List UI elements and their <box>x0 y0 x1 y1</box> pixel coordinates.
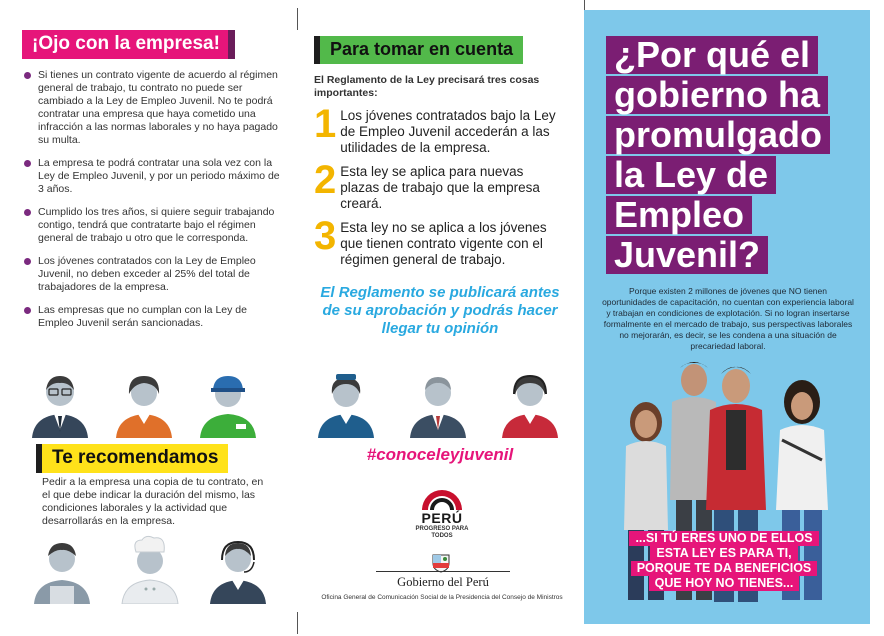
para-tomar-title: Para tomar en cuenta <box>314 36 523 64</box>
cta-line: QUE HOY NO TIENES... <box>649 576 800 591</box>
stewardess-worker-icon <box>312 368 380 438</box>
number-badge: 1 <box>314 102 337 146</box>
cta-line: ESTA LEY ES PARA TI, <box>650 546 797 561</box>
divider <box>376 571 510 572</box>
ojo-title: ¡Ojo con la empresa! <box>22 30 235 59</box>
list-item: Si tienes un contrato vigente de acuerdo al régimen general de trabajo, tu contrato no puede ser cambiado a la Ley de Empleo Juvenil. No te podrá contratar una empresa que haya cometido una infracción a las normas laborales y no haya pagado su multa. <box>22 69 284 147</box>
number-badge: 2 <box>314 158 337 202</box>
recom-heading: Te recomendamos <box>36 444 228 473</box>
para-tomar-intro: El Reglamento de la Ley precisará tres cosas importantes: <box>314 74 540 99</box>
list-item: Las empresas que no cumplan con la Ley de Empleo Juvenil serán sancionadas. <box>22 304 284 330</box>
por-que-paragraph: Porque existen 2 millones de jóvenes que NO tienen oportunidades de capacitación, no cuentan con experiencia laboral y trabajan en condiciones de explotación. Si no logran insertarse formalmente en el mercado de trabajo, sus perspectivas laborales no mejorarán, es decir, se les condena a una situación de precariedad laboral. <box>602 286 854 351</box>
call-center-worker-icon <box>204 534 272 604</box>
workers-row-3 <box>312 368 564 438</box>
manager-worker-icon <box>404 368 472 438</box>
cta-line: ...SI TÚ ERES UNO DE ELLOS <box>629 531 818 546</box>
gov-name: Gobierno del Perú <box>397 575 489 589</box>
question-line: Empleo <box>606 196 752 234</box>
panel-ojo <box>22 30 284 340</box>
recom-text: Pedir a la empresa una copia de tu contrato, en el que debe indicar la duración del mismo, las condiciones laborales y la actividad que desarrollarás en la empresa. <box>42 476 264 527</box>
cta-line: PORQUE TE DA BENEFICIOS <box>631 561 818 576</box>
question-line: ¿Por qué el <box>606 36 818 74</box>
hashtag: #conoceleyjuvenil <box>366 445 514 464</box>
woman-worker-icon <box>110 368 178 438</box>
question-line: gobierno ha <box>606 76 828 114</box>
peru-logo-tagline: PROGRESO PARA TODOS <box>415 526 469 539</box>
list-item: 2 Esta ley se aplica para nuevas plazas de trabajo que la empresa creará. <box>314 158 540 211</box>
list-item: 1 Los jóvenes contratados bajo la Ley de Empleo Juvenil accederán a las utilidades de la empresa. <box>314 102 556 155</box>
waiter-worker-icon <box>28 534 96 604</box>
panel-para-tomar <box>314 36 566 338</box>
reglamento-note: El Reglamento se publicará antes de su aprobación y podrás hacer llegar tu opinión <box>320 284 560 337</box>
list-item: Cumplido los tres años, si quiere seguir trabajando contigo, tendrá que contratarte bajo el régimen general de trabajo u otro que le corresponda. <box>22 206 284 245</box>
question-line: la Ley de <box>606 156 776 194</box>
number-badge: 3 <box>314 214 337 258</box>
chef-worker-icon <box>116 534 184 604</box>
cta-banner <box>618 531 830 591</box>
office-worker-icon <box>26 368 94 438</box>
question-line: promulgado <box>606 116 830 154</box>
question-line: Juvenil? <box>606 236 768 274</box>
national-shield-icon <box>430 553 452 573</box>
list-item: 3 Esta ley no se aplica a los jóvenes que tienen contrato vigente con el régimen general de trabajo. <box>314 214 547 267</box>
workers-row-1 <box>26 368 262 438</box>
workers-row-2 <box>28 534 272 604</box>
ojo-list <box>22 69 284 330</box>
technician-worker-icon <box>194 368 262 438</box>
list-item: La empresa te podrá contratar una sola vez con la Ley de Empleo Juvenil, y por un periodo máximo de 3 años. <box>22 157 284 196</box>
peru-logo-word: PERÚ <box>421 510 463 526</box>
gov-office: Oficina General de Comunicación Social de la Presidencia del Consejo de Ministros <box>321 594 563 601</box>
fold-mark-left <box>297 0 298 636</box>
list-item: Los jóvenes contratados con la Ley de Empleo Juvenil, no deben exceder al 25% del total de trabajadores de la empresa. <box>22 255 284 294</box>
operator-worker-icon <box>496 368 564 438</box>
